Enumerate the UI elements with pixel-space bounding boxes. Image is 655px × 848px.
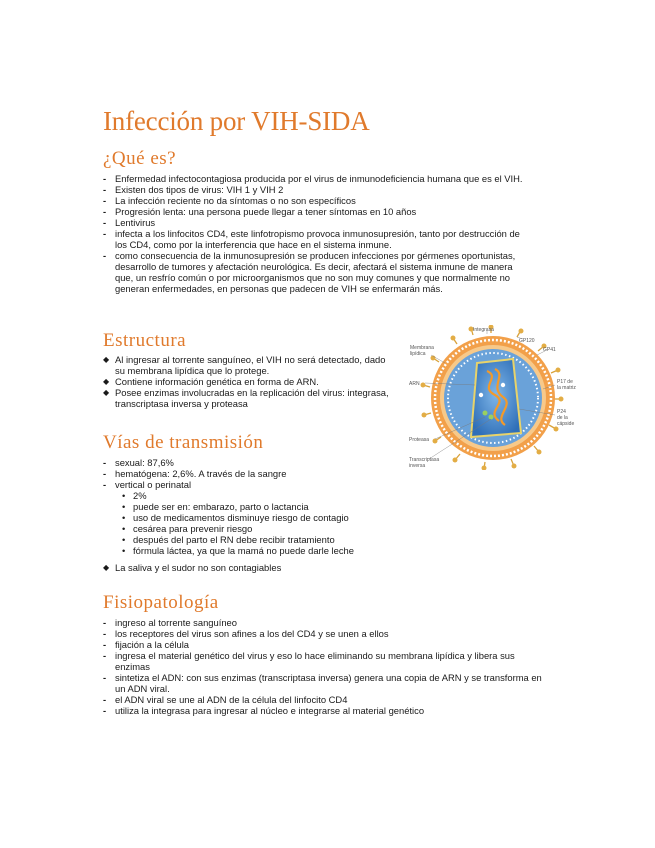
label-p24: P24 (557, 409, 566, 415)
sub-item: • fórmula láctea, ya que la mamá no puede darle leche (121, 545, 523, 556)
list-item: - ingreso al torrente sanguíneo (103, 617, 543, 628)
sub-item: • uso de medicamentos disminuye riesgo de contagio (121, 512, 523, 523)
sub-item: • después del parto el RN debe recibir tratamiento (121, 534, 523, 545)
list-item: - fijación a la célula (103, 639, 543, 650)
list-item: - Lentivirus (103, 217, 533, 228)
list-item (103, 479, 523, 556)
list-item: ◆ Contiene información genética en forma de ARN. (103, 376, 395, 387)
label-transcriptasa: Transcriptasa (409, 457, 440, 463)
list-item: ◆ Posee enzimas involucradas en la replicación del virus: integrasa, transcriptasa inversa y proteasa (103, 387, 395, 409)
label-p24-dela: de la (557, 415, 568, 421)
list-item: - sintetiza el ADN: con sus enzimas (transcriptasa inversa) genera una copia de ARN y se transforma en un ADN viral. (103, 672, 543, 694)
list-item: - hematógena: 2,6%. A través de la sangre (103, 468, 523, 479)
label-p17-matriz: la matriz (557, 385, 576, 391)
list-item: - infecta a los linfocitos CD4, este linfotropismo provoca inmunosupresión, tanto por destrucción de los CD4, como por la interferencia que hace en el sistema inmune. (103, 228, 533, 250)
list-item: ◆ La saliva y el sudor no son contagiables (103, 562, 523, 573)
sub-item: • puede ser en: embarazo, parto o lactancia (121, 501, 523, 512)
list-item: - utiliza la integrasa para ingresar al núcleo e integrarse al material genético (103, 705, 543, 716)
label-gp120: GP120 (519, 338, 535, 344)
list-item: - el ADN viral se une al ADN de la célula del linfocito CD4 (103, 694, 543, 705)
list-item: - La infección reciente no da síntomas o no son específicos (103, 195, 533, 206)
sub-item: • 2% (121, 490, 523, 501)
fisiopatologia-list (103, 617, 543, 716)
list-item: - Enfermedad infectocontagiosa producida por el virus de inmunodeficiencia humana que es el VIH. (103, 173, 533, 184)
label-membrana: Membrana (410, 345, 434, 351)
label-proteasa: Proteasa (409, 437, 430, 443)
list-item: - sexual: 87,6% (103, 457, 523, 468)
list-item: - ingresa el material genético del virus y eso lo hace eliminando su membrana lipídica y libera sus enzimas (103, 650, 543, 672)
heading-que-es: ¿Qué es? (103, 148, 177, 169)
list-item-text: vertical o perinatal (115, 479, 192, 490)
perinatal-sublist (115, 490, 523, 556)
page-title: Infección por VIH-SIDA (103, 106, 370, 136)
label-p17: P17 de (557, 379, 573, 385)
vias-note-list (103, 562, 523, 573)
estructura-list (103, 354, 395, 409)
label-lipidica: lipídica (410, 351, 426, 357)
list-item: - Progresión lenta: una persona puede llegar a tener síntomas en 10 años (103, 206, 533, 217)
hiv-structure-diagram (405, 325, 590, 470)
label-integrasa: Integrasa (473, 327, 494, 333)
label-arn: ARN (409, 381, 420, 387)
que-es-list (103, 173, 533, 294)
heading-fisiopatologia: Fisiopatología (103, 592, 219, 613)
list-item: ◆ Al ingresar al torrente sanguíneo, el VIH no será detectado, dado su membrana lipídica que lo protege. (103, 354, 395, 376)
sub-item: • cesárea para prevenir riesgo (121, 523, 523, 534)
label-p24-capside: cápside (557, 421, 575, 427)
list-item: - Existen dos tipos de virus: VIH 1 y VIH 2 (103, 184, 533, 195)
label-gp41: GP41 (543, 347, 556, 353)
label-inversa: inversa (409, 463, 426, 469)
vias-list (103, 457, 523, 556)
heading-estructura: Estructura (103, 330, 187, 351)
heading-vias: Vías de transmisión (103, 432, 264, 453)
list-item: - los receptores del virus son afines a los del CD4 y se unen a ellos (103, 628, 543, 639)
list-item: - como consecuencia de la inmunosupresión se producen infecciones por gérmenes oportunistas, desarrollo de tumores y afectación neurológica. Es decir, afectará el sistema inmune de manera que, un resfrío común o por microorganismos que no son muy comunes y que normalmente no generan enfermedades, en personas que padecen de VIH se enfermarán más. (103, 250, 533, 294)
